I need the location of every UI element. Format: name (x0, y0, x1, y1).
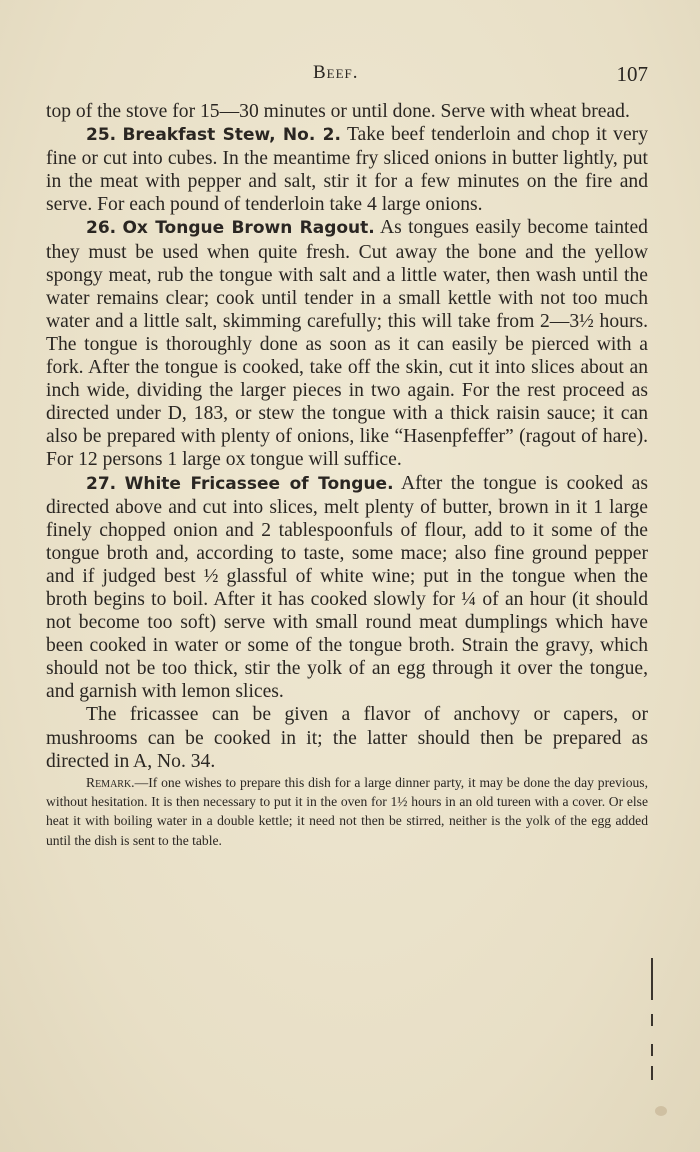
recipe-text: Take beef tenderloin and chop it very fine or cut into cubes. In the meantime fry sliced onions in butter lightly, put in the meat with pepper and salt, stir it for a few minutes on the fire and serve. For each pound of tenderloin take 4 large onions. (46, 124, 648, 216)
recipe-27 (46, 472, 648, 704)
paper-stain (655, 1106, 667, 1116)
recipe-text: After the tongue is cooked as directed above and cut into slices, melt plenty of butter, brown in it 1 large finely chopped onion and 2 tablespoonfuls of flour, add to it some of the tongue broth and, according to taste, some mace; also fine ground pepper and if judged best ½ glassful of white wine; put in the tongue when the broth begins to boil. After it has cooked slowly for ¼ of an hour (it should not become too soft) serve with small round meat dumplings which have been cooked in water or some of the tongue broth. Strain the gravy, which should not be too thick, stir the yolk of an egg through it over the tongue, and garnish with lemon slices. (46, 472, 648, 703)
continuation-paragraph: top of the stove for 15—30 minutes or until done. Serve with wheat bread. (46, 101, 630, 122)
remark-label: Remark. (86, 774, 135, 790)
body-text (46, 100, 648, 850)
recipe-title: Breakfast Stew, No. 2. (122, 125, 341, 146)
recipe-title: White Fricassee of Tongue. (124, 473, 394, 494)
remark-paragraph (46, 773, 648, 850)
recipe-25 (46, 123, 648, 216)
recipe-title: Ox Tongue Brown Ragout. (122, 218, 375, 239)
margin-mark (651, 1014, 653, 1026)
running-head: Beef. (313, 62, 359, 83)
remark-text: —If one wishes to prepare this dish for a large dinner party, it may be done the day previous, without hesitation. It is then necessary to put it in the oven for 1½ hours in an old tureen with a cover. Or else heat it with boiling water in a double kettle; it need not then be stirred, neither is the yolk of the egg added until the dish is sent to the table. (46, 774, 648, 848)
margin-mark (651, 1066, 653, 1080)
recipe-number: 25. (86, 125, 117, 146)
margin-mark (651, 958, 653, 1000)
recipe-26 (46, 216, 648, 471)
variation-paragraph: The fricassee can be given a flavor of anchovy or capers, or mushrooms can be cooked in it; the latter should then be prepared as directed in A, No. 34. (46, 704, 648, 772)
page-header (0, 62, 700, 92)
page-number: 107 (616, 62, 648, 86)
margin-mark (651, 1044, 653, 1056)
recipe-number: 26. (86, 218, 117, 239)
recipe-text: As tongues easily become tainted they must be used when quite fresh. Cut away the bone and the yellow spongy meat, rub the tongue with salt and a little water, then wash until the water remains clear; cook until tender in a small kettle with not too much water and a little salt, skimming carefully; this will take from 2—3½ hours. The tongue is thoroughly done as soon as it can easily be pierced with a fork. After the tongue is cooked, take off the skin, cut it into slices about an inch wide, dividing the larger pieces in two again. For the rest proceed as directed under D, 183, or stew the tongue with a thick raisin sauce; it can also be prepared with plenty of onions, like “Hasenpfeffer” (ragout of hare). For 12 persons 1 large ox tongue will suffice. (46, 217, 648, 471)
recipe-number: 27. (86, 473, 117, 494)
